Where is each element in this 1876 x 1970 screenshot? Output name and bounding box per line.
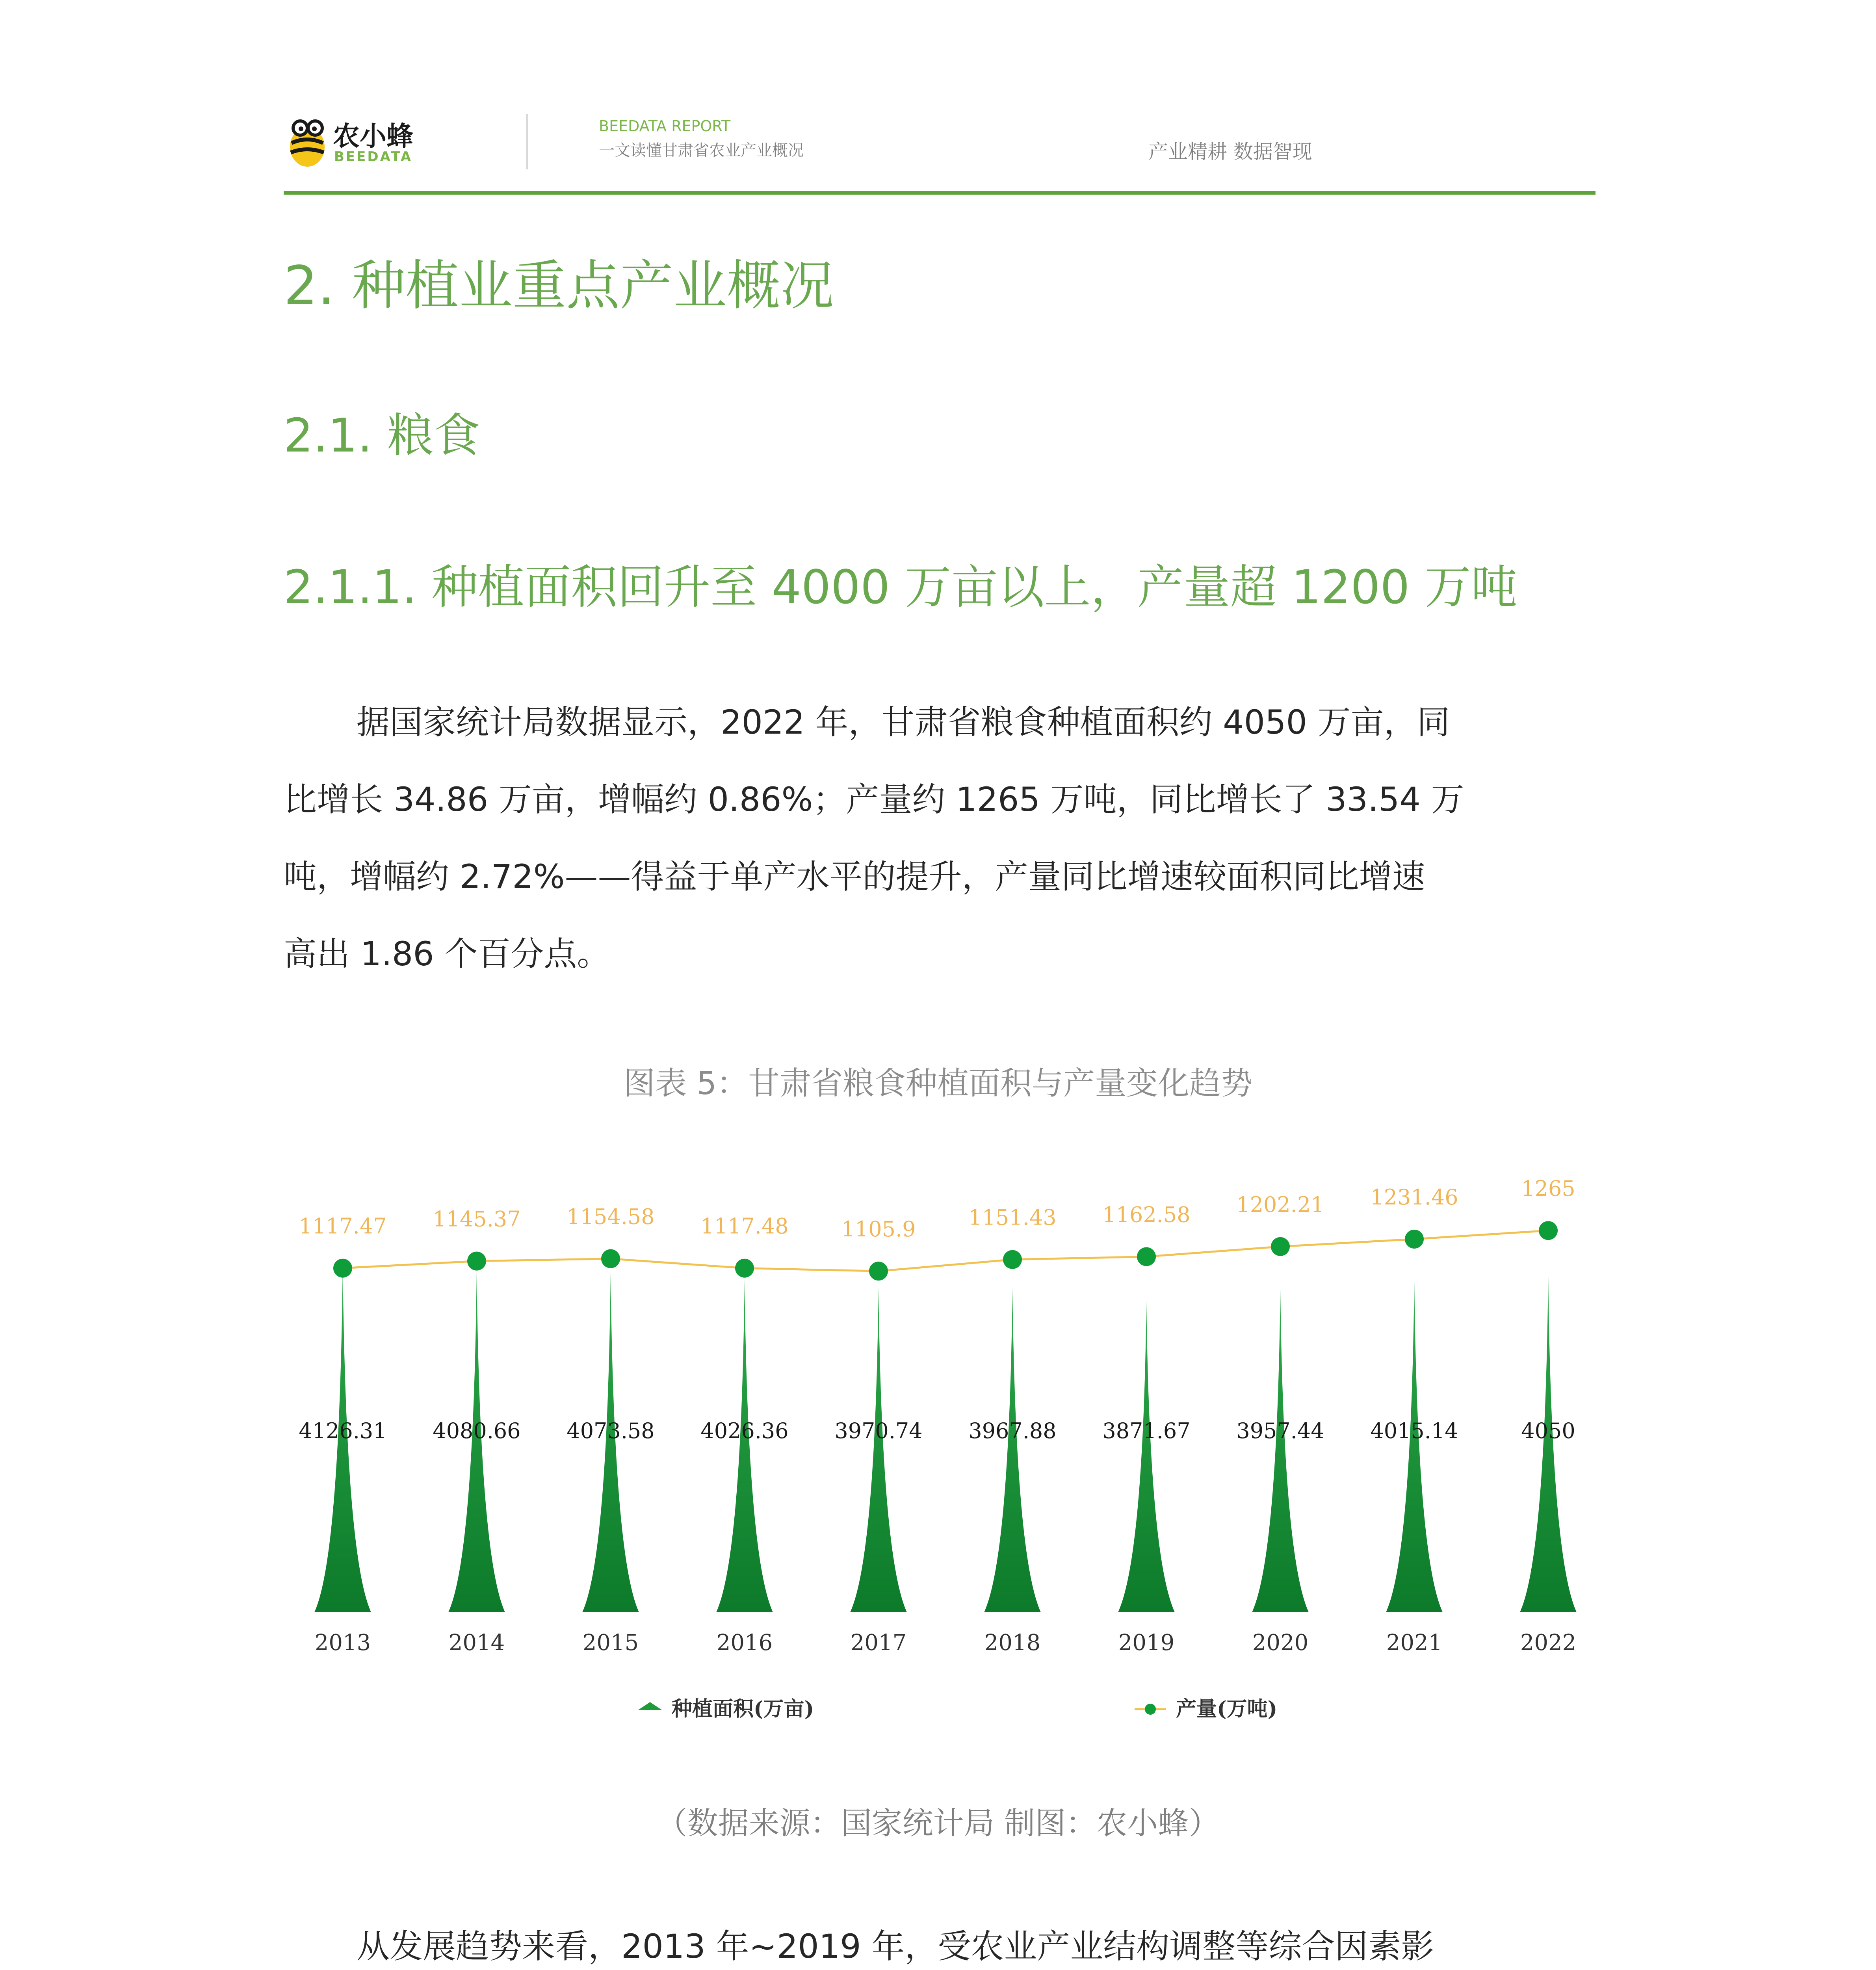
line-data-label: 1154.58 [567,1204,655,1229]
x-tick-label: 2015 [582,1630,639,1656]
header-divider [526,114,528,169]
intro-paragraph [284,684,1592,992]
bar-mark [984,1287,1041,1612]
bee-logo-icon [284,112,331,171]
x-tick-label: 2020 [1252,1630,1309,1656]
line-point [1137,1247,1156,1266]
line-point [1271,1237,1290,1256]
bar-data-label: 4126.31 [299,1418,387,1443]
report-title: 一文读懂甘肃省农业产业概况 [599,141,804,160]
source-note: （数据来源：国家统计局 制图：农小蜂） [656,1806,1220,1841]
subsection-heading: 2.1. 粮食 [284,408,480,463]
bar-mark [716,1279,773,1612]
x-tick-label: 2022 [1520,1630,1577,1656]
legend-bar-label: 种植面积(万亩) [672,1697,814,1721]
line-data-label: 1145.37 [433,1206,521,1232]
line-point [1539,1221,1558,1240]
bar-mark [1386,1280,1443,1612]
line-data-label: 1151.43 [968,1205,1057,1230]
bar-data-label: 3970.74 [834,1418,923,1443]
section-heading: 2. 种植业重点产业概况 [284,255,834,317]
paragraph-line: 吨，增幅约 2.72%——得益于单产水平的提升，产量同比增速较面积同比增速 [284,857,1425,896]
line-data-label: 1162.58 [1102,1202,1191,1227]
bar-mark [1520,1275,1577,1612]
line-data-label: 1117.48 [700,1214,789,1239]
header-rule [284,191,1596,195]
bar-data-label: 4050 [1521,1418,1575,1443]
bar-mark [1252,1289,1309,1612]
line-data-label: 1117.47 [299,1214,387,1239]
x-tick-label: 2021 [1386,1630,1443,1656]
x-tick-label: 2017 [850,1630,907,1656]
line-data-label: 1202.21 [1236,1192,1324,1217]
x-tick-label: 2014 [448,1630,505,1656]
logo-name: 农小蜂 [333,121,414,152]
bar-data-label: 4015.14 [1370,1418,1458,1443]
subsubsection-heading: 2.1.1. 种植面积回升至 4000 万亩以上，产量超 1200 万吨 [284,560,1518,614]
line-data-label: 1265 [1521,1176,1575,1201]
line-data-label: 1105.9 [841,1217,916,1242]
report-label: BEEDATA REPORT [599,117,731,135]
line-point [869,1262,888,1280]
line-point [467,1252,486,1271]
legend-line-label: 产量(万吨) [1176,1697,1278,1721]
bar-data-label: 4080.66 [433,1418,521,1443]
line-point [1405,1230,1424,1249]
bar-mark [1118,1301,1175,1612]
x-tick-label: 2019 [1118,1630,1175,1656]
x-tick-label: 2016 [716,1630,773,1656]
bar-data-label: 4073.58 [567,1418,655,1443]
production-line [343,1230,1548,1271]
line-point [601,1249,620,1268]
x-tick-label: 2018 [984,1630,1041,1656]
line-point [333,1259,352,1278]
analysis-paragraph [284,1908,1592,1970]
legend-line-marker [1145,1704,1156,1715]
grain-chart [284,1135,1596,1749]
legend-bar-icon [638,1702,662,1710]
chart-title: 图表 5：甘肃省粮食种植面积与产量变化趋势 [623,1065,1253,1102]
header-slogan: 产业精耕 数据智现 [1148,140,1312,163]
bar-data-label: 3871.67 [1102,1418,1191,1443]
paragraph-line: 高出 1.86 个百分点。 [284,935,610,973]
x-tick-label: 2013 [314,1630,371,1656]
logo-subtitle: BEEDATA [334,149,413,165]
paragraph-line: 从发展趋势来看，2013 年~2019 年，受农业产业结构调整等综合因素影 [357,1927,1434,1966]
bar-mark [850,1287,907,1612]
bar-data-label: 3967.88 [968,1418,1057,1443]
paragraph-line: 比增长 34.86 万亩，增幅约 0.86%；产量约 1265 万吨，同比增长了 33.54 万 [284,780,1464,819]
line-point [735,1259,754,1278]
bar-data-label: 4026.36 [700,1418,789,1443]
line-point [1003,1250,1022,1269]
bar-data-label: 3957.44 [1236,1418,1324,1443]
line-data-label: 1231.46 [1370,1184,1458,1210]
paragraph-line: 据国家统计局数据显示，2022 年，甘肃省粮食种植面积约 4050 万亩，同 [357,703,1450,742]
